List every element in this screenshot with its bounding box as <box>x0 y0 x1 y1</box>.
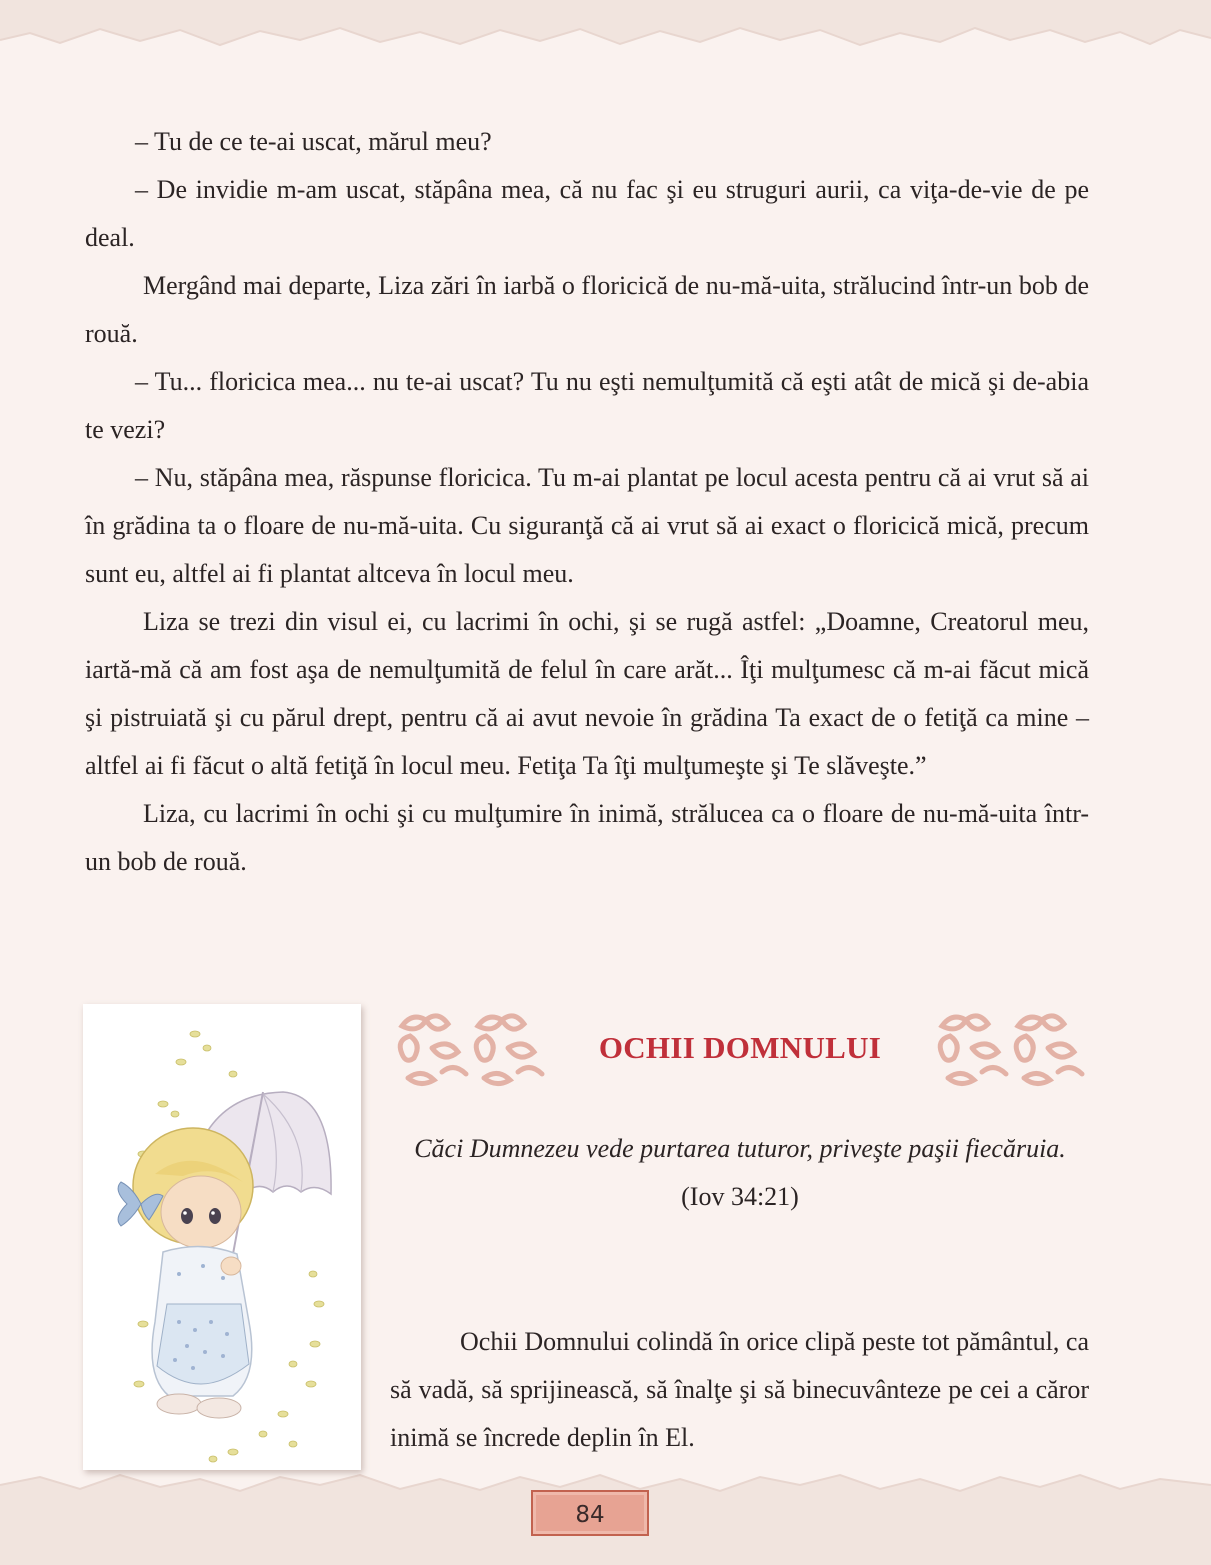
girl-with-umbrella-icon <box>83 1004 361 1470</box>
girl-with-umbrella-illustration <box>83 1004 361 1470</box>
story-paragraph-1: – Tu de ce te-ai uscat, mărul meu? <box>135 127 492 156</box>
section-body-paragraph: Ochii Domnului colindă în orice clipă peste tot pământul, ca să vadă, să sprijinească, să înalţe şi să binecuvânteze pe cei a căror inimă se încrede deplin în El. <box>390 1327 1089 1452</box>
story-paragraph-6: Liza se trezi din visul ei, cu lacrimi în ochi, şi se rugă astfel: „Doamne, Creatorul meu, iartă-mă că am fost aşa de nemulţumită de felul în care arăt... Îţi mulţumesc că m-ai făcut mică şi pistruiată şi cu părul drept, pentru că ai avut nevoie în grădina Ta exact de o fetiţă ca mine – altfel ai fi făcut o altă fetiţă în locul meu. Fetiţa Ta îţi mulţumeşte şi Te slăveşte.” <box>85 607 1089 780</box>
story-paragraph-3: Mergând mai departe, Liza zări în iarbă o floricică de nu-mă-uita, strălucind într-un bob de rouă. <box>85 271 1089 348</box>
floral-ornament-right-icon <box>932 1008 1092 1090</box>
floral-ornament-left-icon <box>392 1008 552 1090</box>
bible-verse <box>400 1125 1080 1221</box>
torn-paper-top-edge <box>0 0 1211 70</box>
story-paragraph-5: – Nu, stăpâna mea, răspunse floricica. Tu m-ai plantat pe locul acesta pentru că ai vrut să ai în grădina ta o floare de nu-mă-uita. Cu siguranţă că ai vrut să ai exact o floricică mică, precum sunt eu, altfel ai fi plantat altceva în locul meu. <box>85 463 1089 588</box>
page-number-badge: 84 <box>531 1490 649 1536</box>
story-text <box>85 118 1089 886</box>
section-title: OCHII DOMNULUI <box>598 1030 882 1065</box>
verse-reference: (Iov 34:21) <box>681 1182 799 1211</box>
verse-text: Căci Dumnezeu vede purtarea tuturor, priveşte paşii fiecăruia. <box>414 1134 1066 1163</box>
story-paragraph-2: – De invidie m-am uscat, stăpâna mea, că nu fac şi eu struguri aurii, ca viţa-de-vie de pe deal. <box>85 175 1089 252</box>
story-paragraph-7: Liza, cu lacrimi în ochi şi cu mulţumire în inimă, strălucea ca o floare de nu-mă-uita într-un bob de rouă. <box>85 799 1089 876</box>
story-paragraph-4: – Tu... floricica mea... nu te-ai uscat? Tu nu eşti nemulţumită că eşti atât de mică şi de-abia te vezi? <box>85 367 1089 444</box>
